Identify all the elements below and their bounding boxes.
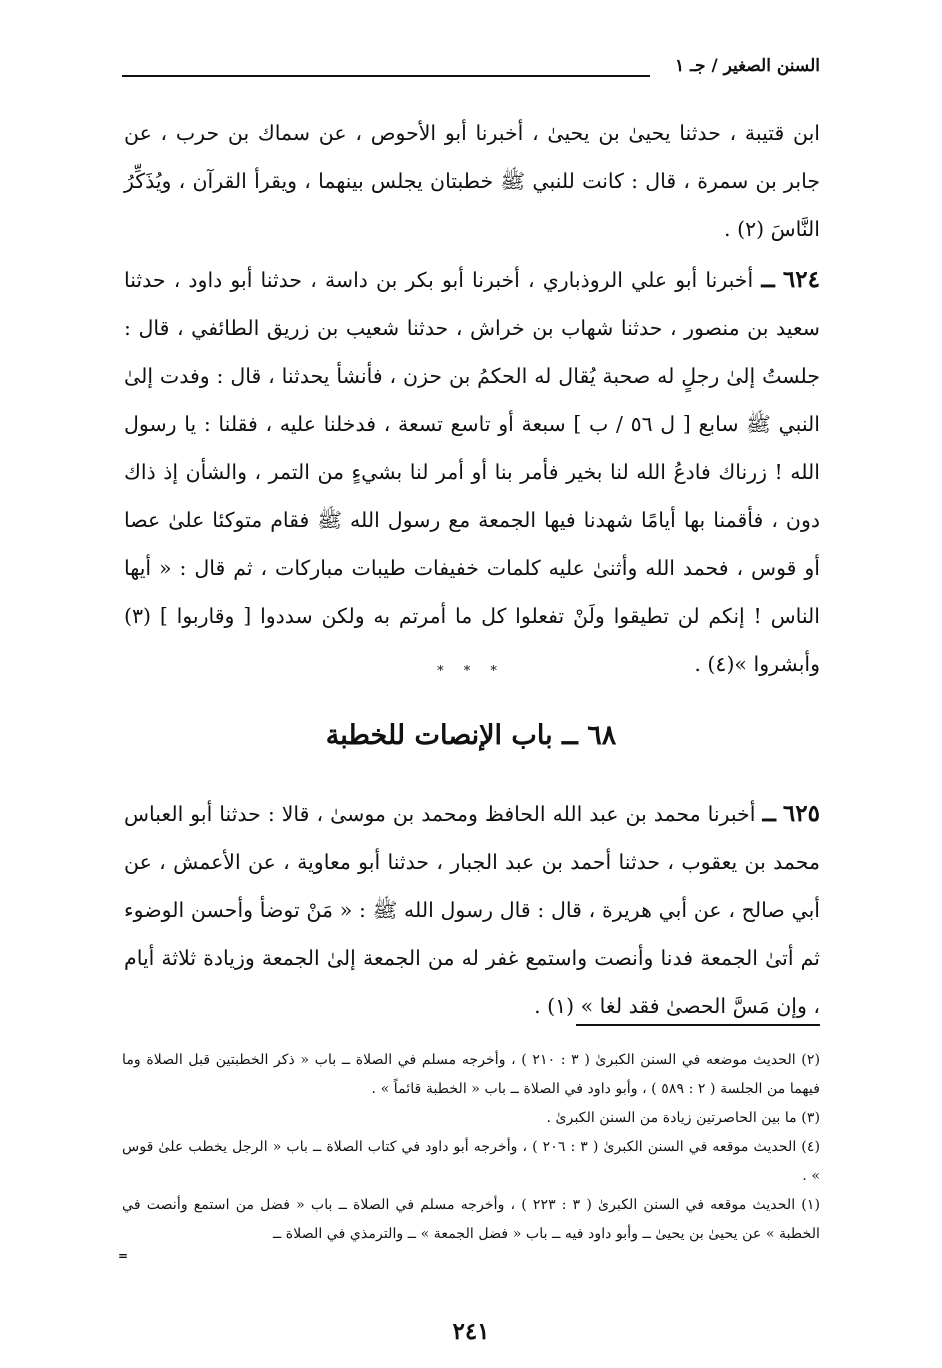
running-header-title: السنن الصغير / جـ ١ <box>674 56 820 76</box>
hadith-624 <box>124 256 820 688</box>
footnotes <box>122 1046 820 1249</box>
continued-paragraph: ابن قتيبة ، حدثنا يحيىٰ بن يحيىٰ ، أخبرنا أبو الأحوص ، عن سماك بن حرب ، عن جابر بن سمرة ، قال : كانت للنبي ﷺ خطبتان يجلس بينهما ، ويقرأ القرآن ، ويُذَكِّرُ النَّاسَ (٢) . <box>124 121 820 241</box>
footnote-3: (٣) ما بين الحاصرتين زيادة من السنن الكبرىٰ . <box>546 1110 820 1126</box>
hadith-624-dash: ــ <box>761 266 775 293</box>
header-rule <box>122 75 650 77</box>
footnote-1: (١) الحديث موقعه في السنن الكبرىٰ ( ٣ : ٢٢٣ ) ، وأخرجه مسلم في الصلاة ــ باب « فضل من استمع وأنصت في الخطبة » عن يحيىٰ بن يحيىٰ ــ وأبو داود فيه ــ باب « فضل الجمعة » ــ والترمذي في الصلاة ــ <box>122 1197 820 1242</box>
continued-hadith-text <box>124 109 820 253</box>
page-number: ٢٤١ <box>452 1318 490 1345</box>
footnote-2: (٢) الحديث موضعه في السنن الكبرىٰ ( ٣ : ٢١٠ ) ، وأخرجه مسلم في الصلاة ــ باب « ذكر الخطبتين قبل الصلاة وما فيهما من الجلسة ( ٢ : ٥٨٩ ) ، وأبو داود في الصلاة ــ باب « الخطبة قائماً » . <box>122 1052 820 1097</box>
chapter-title: ٦٨ ــ باب الإنصات للخطبة <box>325 720 617 751</box>
continuation-mark: = <box>118 1249 129 1263</box>
hadith-625-text: أخبرنا محمد بن عبد الله الحافظ ومحمد بن موسىٰ ، قالا : حدثنا أبو العباس محمد بن يعقوب ، حدثنا أحمد بن عبد الجبار ، حدثنا أبو معاوية ، عن الأعمش ، عن أبي صالح ، عن أبي هريرة ، قال : قال رسول الله ﷺ : « مَنْ توضأ وأحسن الوضوء ثم أتىٰ الجمعة فدنا وأنصت واستمع غفر له من الجمعة إلىٰ الجمعة وزيادة ثلاثة أيام ، وإن مَسَّ الحصىٰ فقد لغا » (١) . <box>124 802 820 1018</box>
hadith-625-dash: ــ <box>762 800 776 827</box>
hadith-624-number: ٦٢٤ <box>782 266 820 293</box>
hadith-625-number: ٦٢٥ <box>782 800 820 827</box>
hadith-625 <box>124 790 820 1030</box>
footnote-4: (٤) الحديث موقعه في السنن الكبرىٰ ( ٣ : ٢٠٦ ) ، وأخرجه أبو داود في كتاب الصلاة ــ باب « الرجل يخطب علىٰ قوس » . <box>122 1139 820 1184</box>
hadith-625-paragraph <box>124 790 820 1030</box>
hadith-624-paragraph <box>124 256 820 688</box>
footnote-rule <box>576 1024 820 1026</box>
section-separator: * * * <box>437 664 505 679</box>
hadith-624-text: أخبرنا أبو علي الروذباري ، أخبرنا أبو بكر بن داسة ، حدثنا أبو داود ، حدثنا سعيد بن منصور ، حدثنا شهاب بن خراش ، حدثنا شعيب بن زريق الطائفي ، قال : جلستُ إلىٰ رجلٍ له صحبة يُقال له الحكمُ بن حزن ، فأنشأ يحدثنا ، قال : وفدت إلىٰ النبي ﷺ سابع [ ل ٥٦ / ب ] سبعة أو تاسع تسعة ، فدخلنا عليه ، فقلنا : يا رسول الله ! زرناك فادعُ الله لنا بخير فأمر بنا أو أمر لنا بشيءٍ من التمر ، والشأن إذ ذاك دون ، فأقمنا بها أيامًا شهدنا فيها الجمعة مع رسول الله ﷺ فقام متوكئا علىٰ عصا أو قوس ، فحمد الله وأثنىٰ عليه كلمات خفيفات طيبات مباركات ، ثم قال : « أيها الناس ! إنكم لن تطيقوا ولَنْ تفعلوا كل ما أمرتم به ولكن سددوا [ وقاربوا ] (٣) وأبشروا »(٤) . <box>124 268 820 676</box>
running-header <box>122 56 820 82</box>
